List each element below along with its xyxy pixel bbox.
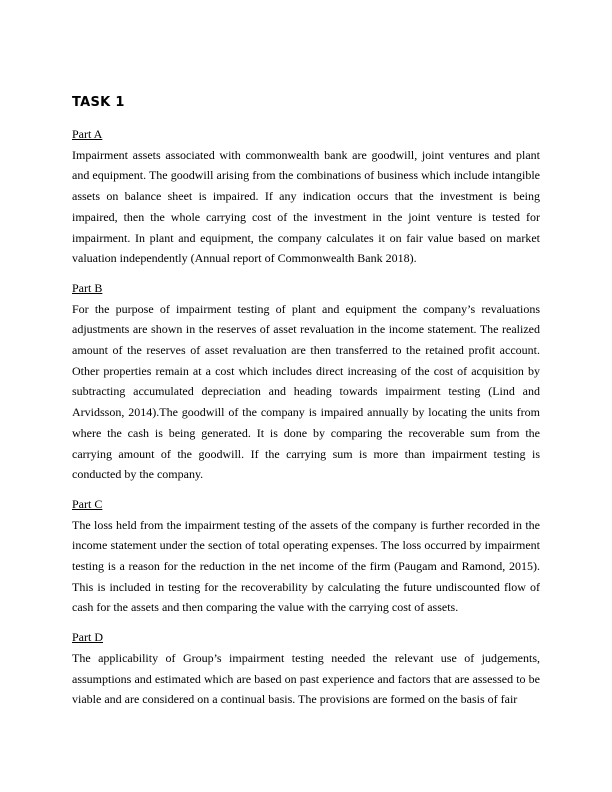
section-body-part-d: The applicability of Group’s impairment testing needed the relevant use of judgements, assumptions and estimated which are based on past experience and factors that are assessed to be viable and are considered on a continual basis. The provisions are formed on the basis of fair: [72, 650, 540, 707]
section-part-b: [72, 278, 540, 485]
task-title: TASK 1: [72, 95, 125, 110]
section-heading-part-d: Part D: [72, 630, 103, 645]
document-content: [72, 94, 540, 719]
section-part-d: [72, 627, 540, 710]
section-heading-part-b: Part B: [72, 280, 103, 295]
section-body-part-a: Impairment assets associated with commonwealth bank are goodwill, joint ventures and plant and equipment. The goodwill arising from the combinations of business which include intangible assets on balance sheet is impaired. If any indication occurs that the investment is being impaired, then the whole carrying cost of the investment in the joint venture is tested for impairment. In plant and equipment, the company calculates it on fair value based on market valuation independently (Annual report of Commonwealth Bank 2018).: [72, 147, 540, 266]
section-body-part-b: For the purpose of impairment testing of plant and equipment the company’s revaluations adjustments are shown in the reserves of asset revaluation in the income statement. The realized amount of the reserves of asset revaluation are then transferred to the retained profit account. Other properties remain at a cost which includes direct increasing of the cost of acquisition by subtracting accumulated depreciation and heading towards impairment testing (Lind and Arvidsson, 2014).The goodwill of the company is impaired annually by locating the units from where the cash is being generated. It is done by comparing the recoverable sum from the carrying amount of the goodwill. If the carrying sum is more than impairment testing is conducted by the company.: [72, 301, 540, 482]
section-part-c: [72, 494, 540, 618]
section-part-a: [72, 124, 540, 269]
section-heading-part-c: Part C: [72, 496, 103, 511]
section-heading-part-a: Part A: [72, 127, 103, 141]
section-body-part-c: The loss held from the impairment testing of the assets of the company is further recorded in the income statement under the section of total operating expenses. The loss occurred by impairment testing is a reason for the reduction in the net income of the firm (Paugam and Ramond, 2015). This is included in testing for the recoverability by calculating the future undiscounted flow of cash for the assets and then comparing the value with the carrying cost of assets.: [72, 517, 540, 615]
